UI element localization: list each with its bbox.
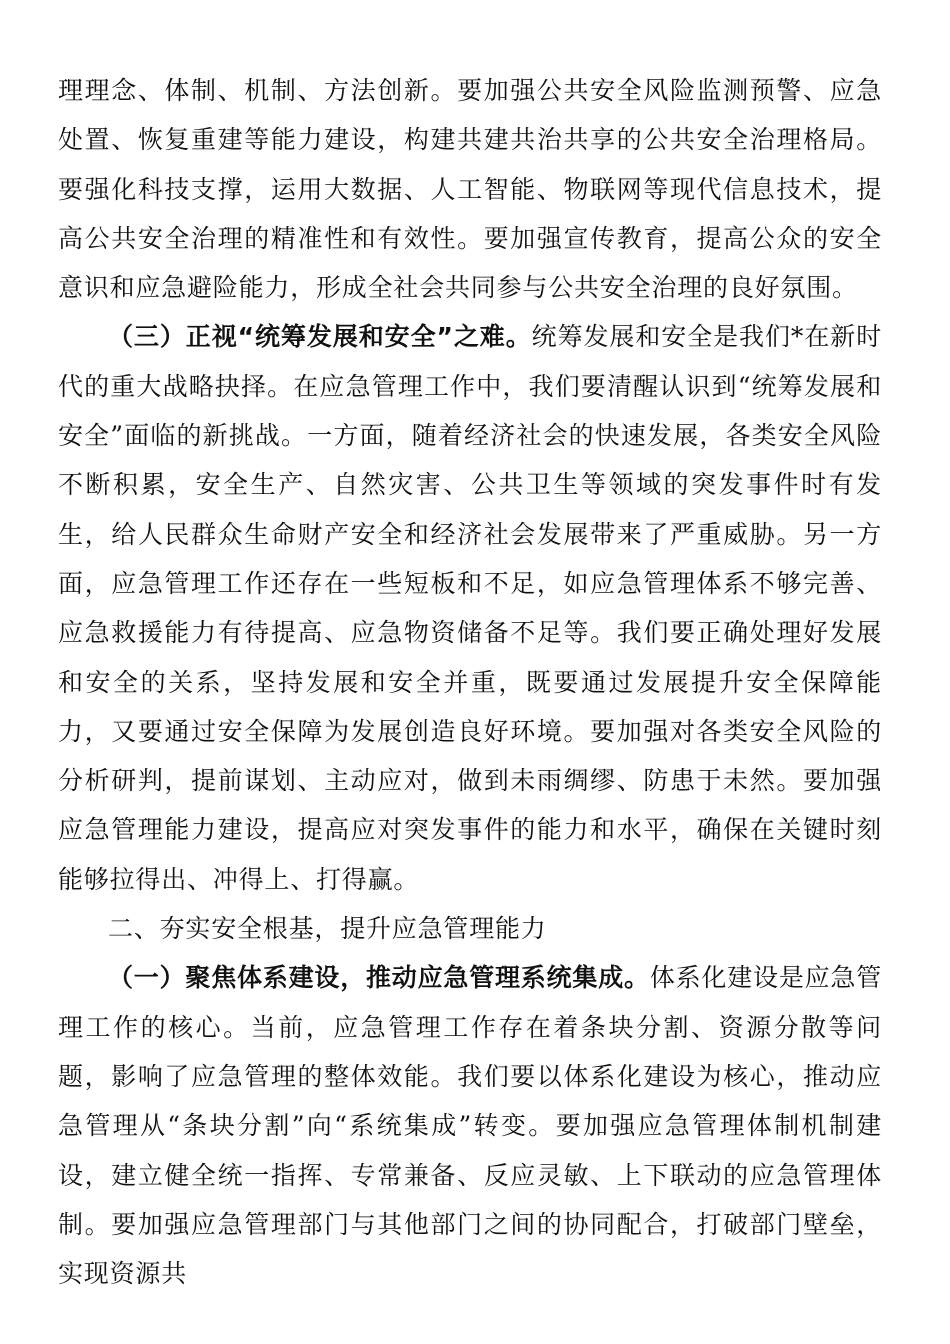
- paragraph-text: 理理念、体制、机制、方法创新。要加强公共安全风险监测预警、应急处置、恢复重建等能力建设，构建共建共治共享的公共安全治理格局。要强化科技支撑，运用大数据、人工智能、物联网等现代信息技术，提高公共安全治理的精准性和有效性。要加强宣传教育，提高公众的安全意识和应急避险能力，形成全社会共同参与公共安全治理的良好氛围。: [58, 76, 882, 303]
- paragraph-continuation: [58, 66, 882, 312]
- document-body: [58, 66, 882, 1298]
- paragraph-heading: （一）聚焦体系建设，推动应急管理系统集成。: [108, 963, 650, 993]
- section-heading: [58, 904, 882, 953]
- paragraph-statistics-development-security: [58, 312, 882, 904]
- paragraph-system-building: [58, 953, 882, 1298]
- paragraph-text: 统筹发展和安全是我们*在新时代的重大战略抉择。在应急管理工作中，我们要清醒认识到“统筹发展和安全”面临的新挑战。一方面，随着经济社会的快速发展，各类安全风险不断积累，安全生产、自然灾害、公共卫生等领域的突发事件时有发生，给人民群众生命财产安全和经济社会发展带来了严重威胁。另一方面，应急管理工作还存在一些短板和不足，如应急管理体系不够完善、应急救援能力有待提高、应急物资储备不足等。我们要正确处理好发展和安全的关系，坚持发展和安全并重，既要通过发展提升安全保障能力，又要通过安全保障为发展创造良好环境。要加强对各类安全风险的分析研判，提前谋划、主动应对，做到未雨绸缪、防患于未然。要加强应急管理能力建设，提高应对突发事件的能力和水平，确保在关键时刻能够拉得出、冲得上、打得赢。: [58, 322, 883, 894]
- paragraph-text: 体系化建设是应急管理工作的核心。当前，应急管理工作存在着条块分割、资源分散等问题，影响了应急管理的整体效能。我们要以体系化建设为核心，推动应急管理从“条块分割”向“系统集成”转变。要加强应急管理体制机制建设，建立健全统一指挥、专常兼备、反应灵敏、上下联动的应急管理体制。要加强应急管理部门与其他部门之间的协同配合，打破部门壁垒，实现资源共: [58, 963, 883, 1289]
- paragraph-heading: （三）正视“统筹发展和安全”之难。: [108, 322, 532, 352]
- section-heading-text: 二、夯实安全根基，提升应急管理能力: [108, 914, 547, 944]
